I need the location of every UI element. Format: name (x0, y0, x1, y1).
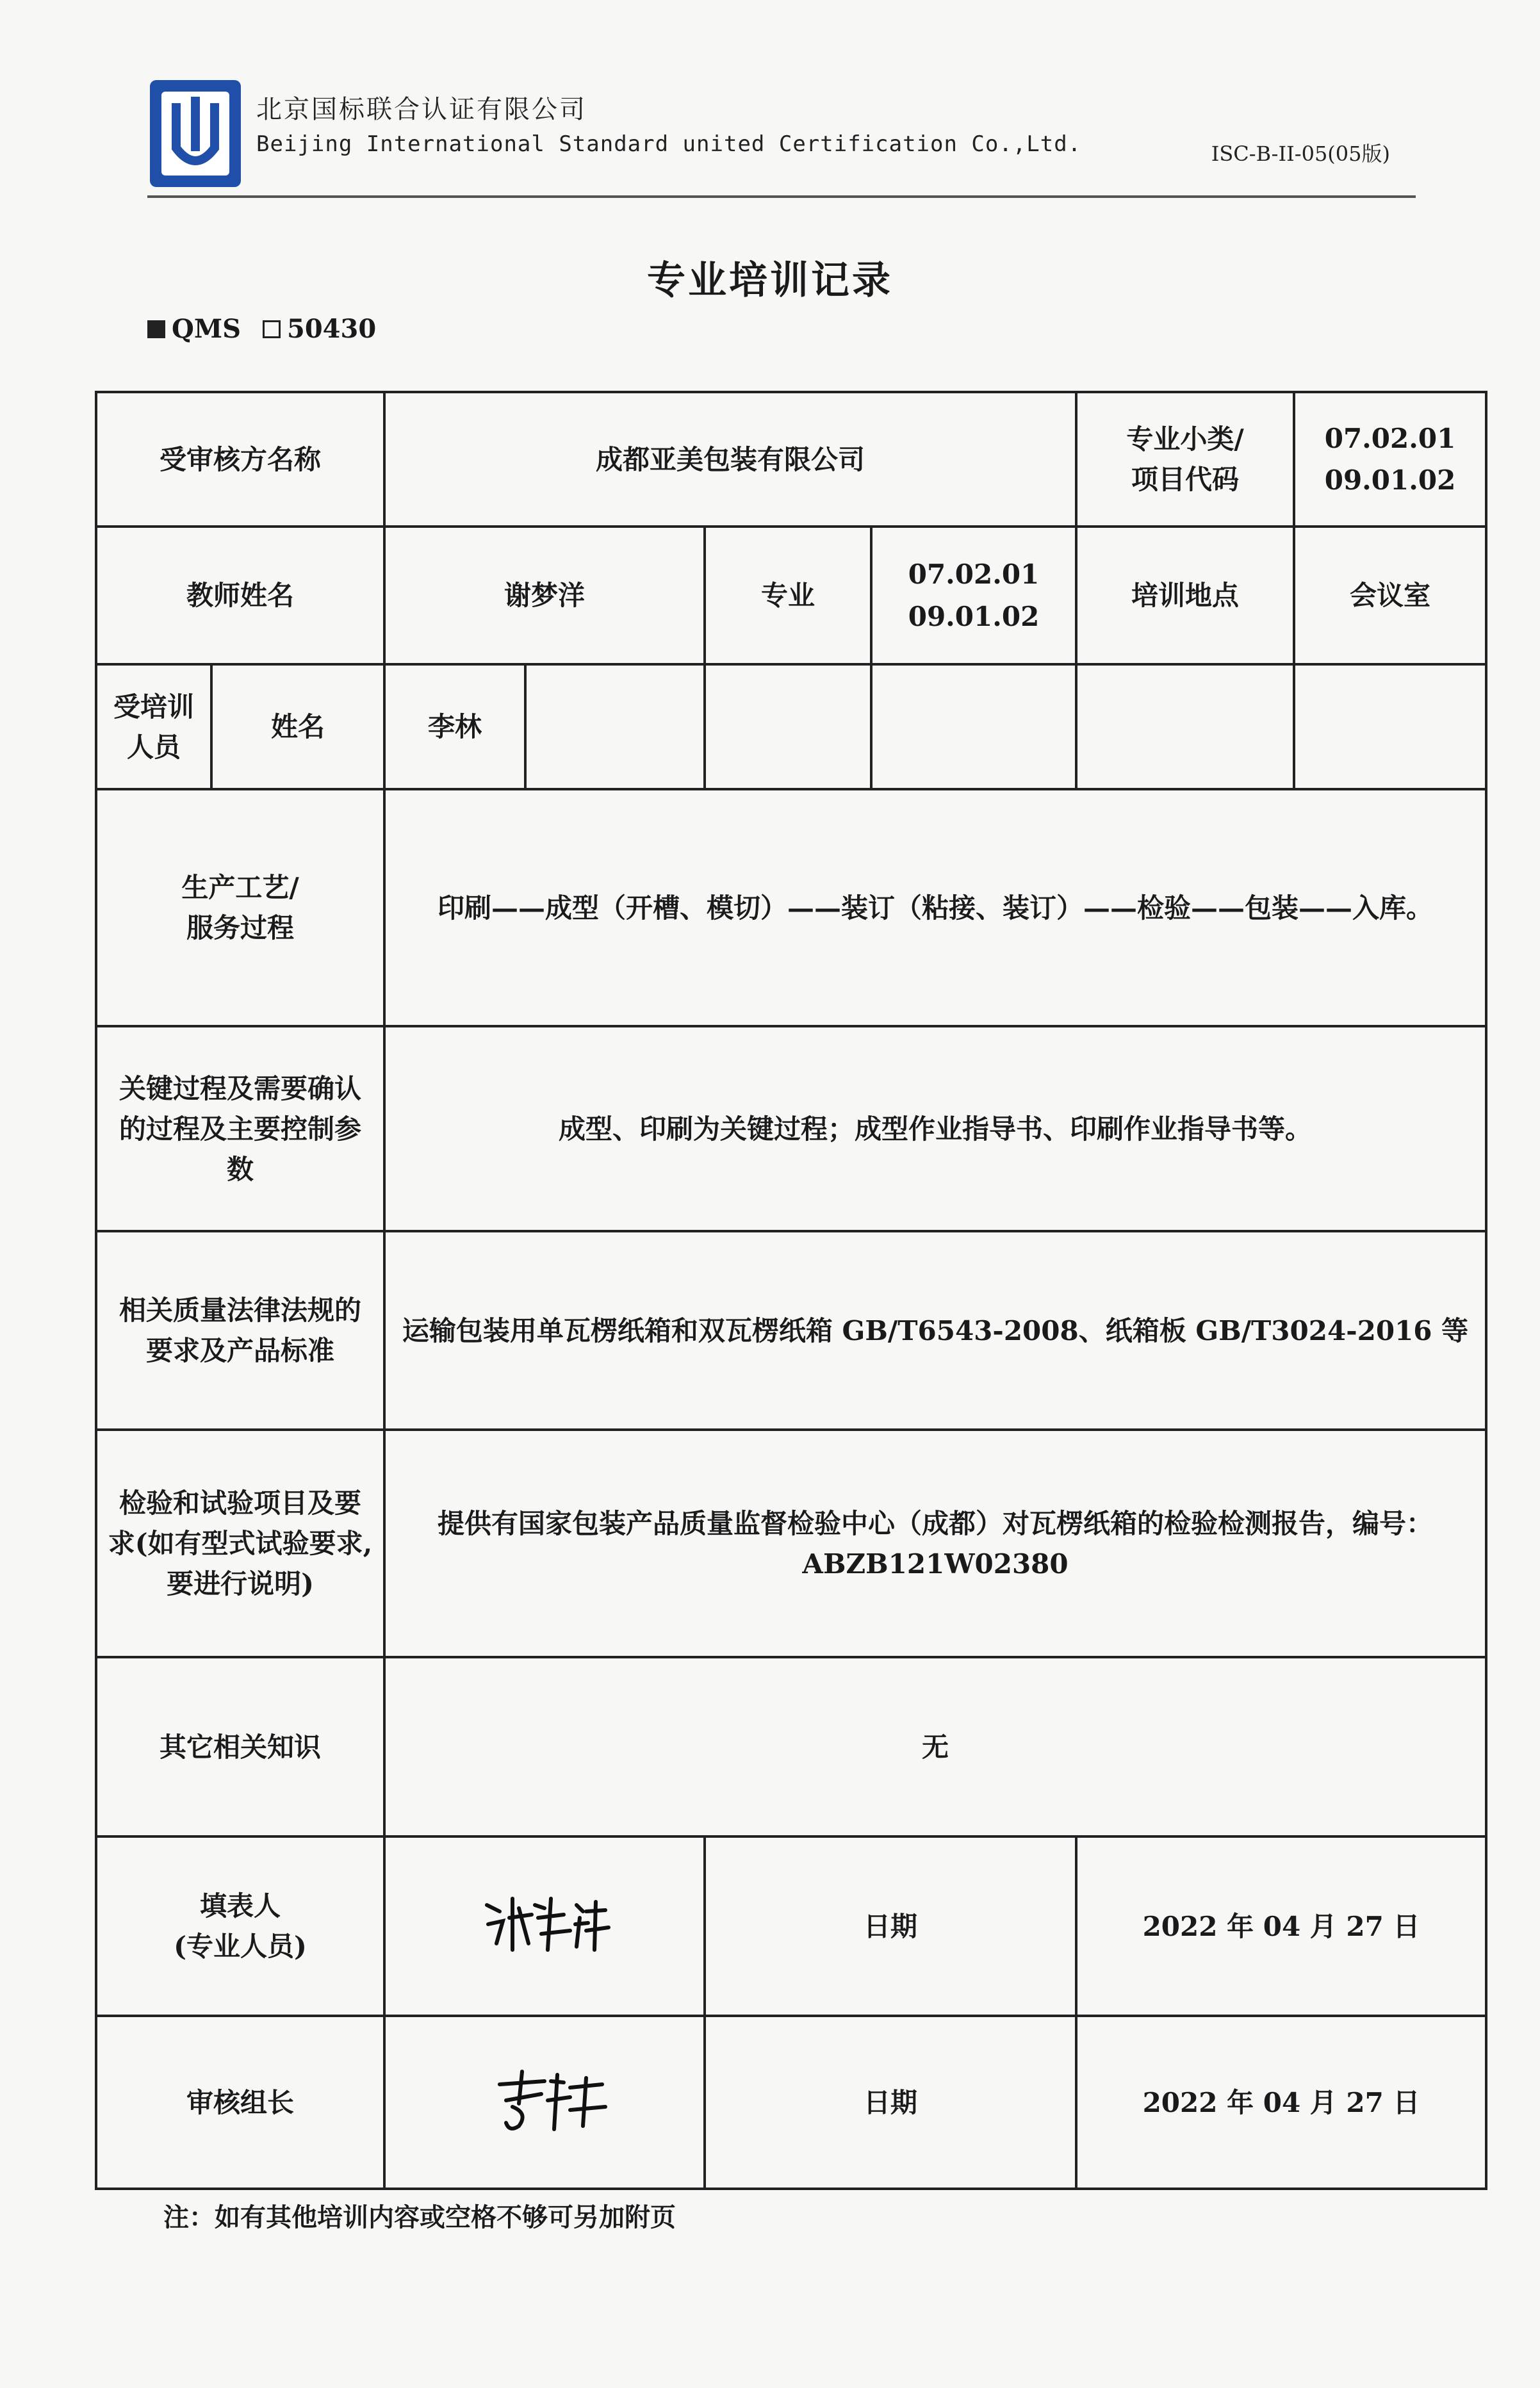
footnote: 注：如有其他培训内容或空格不够可另加附页 (163, 2202, 676, 2232)
other-knowledge-label: 其它相关知识 (96, 1657, 384, 1836)
leader-signature (384, 2016, 705, 2189)
table-row (96, 392, 1486, 527)
key-process-value: 成型、印刷为关键过程；成型作业指导书、印刷作业指导书等。 (384, 1026, 1486, 1231)
table-row (96, 789, 1486, 1026)
management-system-selector (147, 314, 376, 344)
test-value-text: 提供有国家包装产品质量监督检验中心（成都）对瓦楞纸箱的检验检测报告，编号： (438, 1507, 1434, 1539)
auditee-value: 成都亚美包装有限公司 (384, 392, 1076, 527)
trainee-name-label: 姓名 (211, 664, 384, 789)
other-system-label: 50430 (287, 314, 377, 344)
header-divider (147, 195, 1416, 198)
category-code: 07.02.01 (1324, 422, 1456, 454)
test-label: 检验和试验项目及要求(如有型式试验要求,要进行说明) (96, 1430, 384, 1657)
report-number: ABZB121W02380 (802, 1548, 1069, 1580)
table-row (96, 1430, 1486, 1657)
trainee-name (1294, 664, 1486, 789)
trainee-name: 李林 (384, 664, 525, 789)
table-row (96, 664, 1486, 789)
major-code: 07.02.01 (908, 559, 1040, 591)
trainee-name (871, 664, 1076, 789)
filler-label (96, 1836, 384, 2016)
leader-label: 审核组长 (96, 2016, 384, 2189)
category-codes (1294, 392, 1486, 527)
document-code: ISC-B-II-05(05版) (1211, 142, 1390, 166)
category-label: 专业小类/ 项目代码 (1076, 392, 1294, 527)
category-code: 09.01.02 (1324, 464, 1456, 496)
page-title: 专业培训记录 (647, 258, 893, 303)
major-label: 专业 (705, 527, 871, 664)
trainee-name (705, 664, 871, 789)
auditee-label: 受审核方名称 (96, 392, 384, 527)
other-knowledge-value: 无 (384, 1657, 1486, 1836)
table-row (96, 1657, 1486, 1836)
test-value (384, 1430, 1486, 1657)
training-record-table (95, 391, 1487, 2190)
company-name-en: Beijing International Standard united Certification Co.,Ltd. (256, 131, 1082, 157)
table-row (96, 2016, 1486, 2189)
trainee-label: 受培训 人员 (96, 664, 211, 789)
filler-date: 2022 年 04 月 27 日 (1076, 1836, 1486, 2016)
table-row (96, 1026, 1486, 1231)
leader-date-label: 日期 (705, 2016, 1076, 2189)
law-label: 相关质量法律法规的要求及产品标准 (96, 1231, 384, 1430)
letterhead (147, 74, 1416, 202)
table-row (96, 1836, 1486, 2016)
company-name-cn: 北京国标联合认证有限公司 (256, 95, 587, 124)
leader-signature-icon (474, 2056, 615, 2139)
table-row (96, 527, 1486, 664)
teacher-value: 谢梦洋 (384, 527, 705, 664)
qms-label: QMS (172, 314, 242, 344)
table-row (96, 1231, 1486, 1430)
location-value: 会议室 (1294, 527, 1486, 664)
major-codes (871, 527, 1076, 664)
filler-signature (384, 1836, 705, 2016)
key-process-label: 关键过程及需要确认的过程及主要控制参数 (96, 1026, 384, 1231)
other-system-checkbox[interactable] (263, 320, 281, 338)
filler-signature-icon (474, 1879, 615, 1963)
filler-label-line: 填表人 (200, 1890, 281, 1922)
qms-checkbox[interactable] (147, 320, 165, 338)
location-label: 培训地点 (1076, 527, 1294, 664)
leader-date: 2022 年 04 月 27 日 (1076, 2016, 1486, 2189)
trainee-name (525, 664, 705, 789)
teacher-label: 教师姓名 (96, 527, 384, 664)
major-code: 09.01.02 (908, 600, 1040, 632)
filler-date-label: 日期 (705, 1836, 1076, 2016)
process-value: 印刷——成型（开槽、模切）——装订（粘接、装订）——检验——包装——入库。 (384, 789, 1486, 1026)
process-label: 生产工艺/ 服务过程 (96, 789, 384, 1026)
filler-label-line: (专业人员) (174, 1931, 307, 1962)
trainee-name (1076, 664, 1294, 789)
law-value: 运输包装用单瓦楞纸箱和双瓦楞纸箱 GB/T6543-2008、纸箱板 GB/T3024-2016 等 (384, 1231, 1486, 1430)
company-logo-icon (147, 78, 243, 190)
